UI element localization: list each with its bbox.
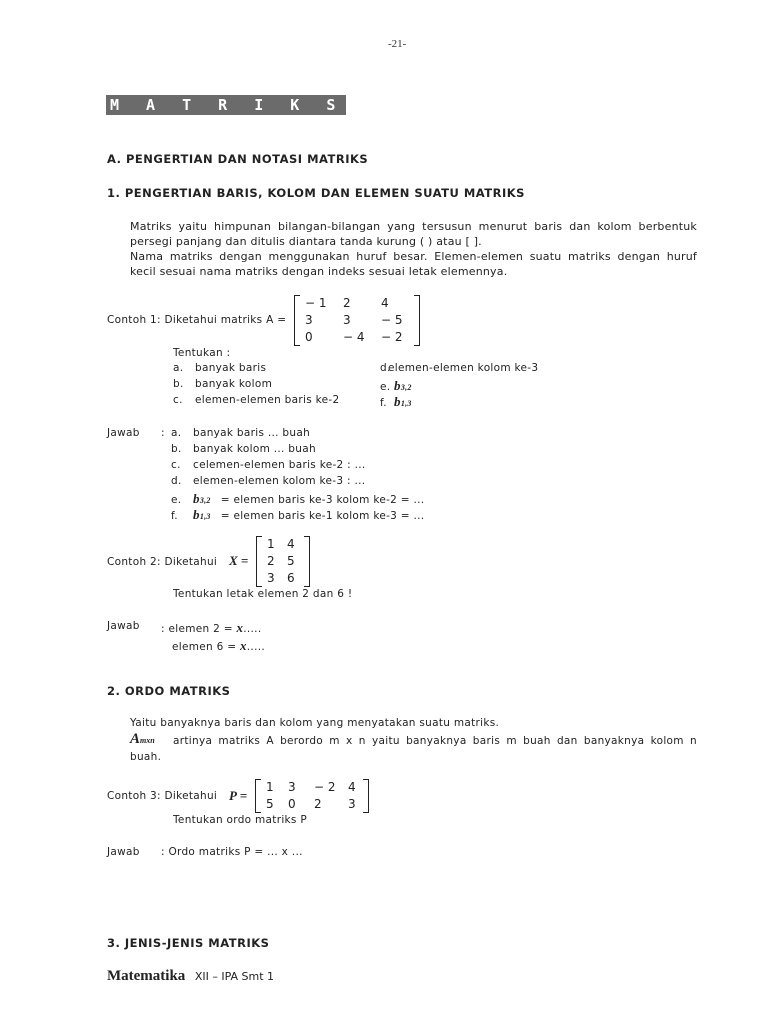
answer-item [171, 459, 366, 471]
matrix-cell: 3 [288, 780, 296, 794]
ordo-subscript: mxn [140, 736, 155, 745]
ordo-notation [130, 731, 155, 748]
matrix-cell: 3 [267, 571, 275, 585]
question-item [380, 362, 538, 374]
element-var: b [193, 507, 200, 522]
footer-subject: Matematika [107, 968, 186, 984]
ordo-explanation: artinya matriks A berordo m x n yaitu banyaknya baris m buah dan banyaknya kolom n [173, 735, 697, 747]
question-item [173, 362, 266, 374]
question-key: a. [173, 362, 184, 374]
answer-elemen-2-text: : elemen 2 = [161, 623, 233, 635]
question-key: f. [380, 397, 387, 409]
matrix-cell: 1 [267, 537, 275, 551]
matrix-cell: 3 [343, 313, 351, 327]
answer-elemen-6-var: x [239, 638, 247, 653]
section-a-heading: A. PENGERTIAN DAN NOTASI MATRIKS [107, 152, 369, 166]
example-3-question: Tentukan ordo matriks P [173, 814, 307, 826]
matrix-cell: 0 [305, 330, 313, 344]
jawab-1-colon: : [161, 427, 165, 439]
footer [107, 968, 274, 985]
question-text: banyak baris [195, 362, 267, 374]
answer-elemen-6-text: elemen 6 = [172, 641, 237, 653]
answer-text: banyak baris ... buah [193, 427, 311, 439]
element-var: b [394, 394, 401, 409]
jawab-2-label: Jawab [107, 620, 140, 632]
element-var: b [394, 378, 401, 393]
answer-elemen-2-blank: ..... [243, 623, 262, 635]
answer-elemen-6-blank: ..... [246, 641, 265, 653]
matrix-x [256, 536, 310, 587]
matrix-cell: 4 [348, 780, 356, 794]
matrix-cell: 1 [266, 780, 274, 794]
answer-elemen-2 [161, 620, 261, 636]
answer-text: = elemen baris ke-3 kolom ke-2 = ... [220, 494, 425, 506]
ordo-explanation-end: buah. [130, 751, 162, 763]
answer-text: = elemen baris ke-1 kolom ke-3 = ... [220, 510, 425, 522]
answer-text: banyak kolom ... buah [193, 443, 316, 455]
answer-key: f. [171, 510, 178, 522]
element-index: 1,3 [400, 399, 412, 408]
question-item [173, 394, 339, 406]
answer-item [171, 491, 424, 507]
chapter-title: M A T R I K S [106, 95, 346, 115]
answer-key: e. [171, 494, 182, 506]
question-key: b. [173, 378, 184, 390]
answer-key: c. [171, 459, 181, 471]
answer-item [171, 427, 310, 439]
matrix-a [294, 295, 420, 346]
matrix-cell: 5 [266, 797, 274, 811]
question-key: d. [380, 362, 391, 374]
question-item [173, 378, 272, 390]
matrix-cell: 2 [267, 554, 275, 568]
element-index: 1,3 [199, 512, 211, 521]
ordo-definition: Yaitu banyaknya baris dan kolom yang menyatakan suatu matriks. [130, 717, 500, 729]
matrix-cell: 3 [348, 797, 356, 811]
question-text: banyak kolom [195, 378, 273, 390]
notation-paragraph: Nama matriks dengan menggunakan huruf besar. Elemen-elemen suatu matriks dengan huruf kecil sesuai nama matriks dengan indeks sesuai letak elemennya. [130, 250, 697, 278]
tentukan-label: Tentukan : [173, 347, 231, 359]
jawab-1-label: Jawab [107, 427, 140, 439]
footer-class: XII – IPA Smt 1 [194, 970, 275, 983]
element-index: 3,2 [199, 496, 211, 505]
example-2-label: Contoh 2: Diketahui [107, 556, 218, 568]
matrix-cell: 4 [381, 296, 389, 310]
matrix-cell: − 1 [305, 296, 327, 310]
page-number: -21- [388, 38, 407, 50]
answer-item [171, 507, 424, 523]
answer-key: b. [171, 443, 182, 455]
question-item [380, 378, 412, 394]
matrix-cell: − 2 [381, 330, 403, 344]
question-key: e. [380, 381, 391, 393]
answer-item [171, 475, 365, 487]
matrix-cell: 2 [343, 296, 351, 310]
question-key: c. [173, 394, 183, 406]
matrix-cell: 4 [287, 537, 295, 551]
question-item [380, 394, 412, 410]
answer-item [171, 443, 316, 455]
matrix-cell: 6 [287, 571, 295, 585]
matrix-cell: − 4 [343, 330, 365, 344]
question-text: elemen-elemen baris ke-2 [195, 394, 340, 406]
example-1-label: Contoh 1: Diketahui matriks A = [107, 314, 287, 326]
jawab-3-answer: : Ordo matriks P = ... x ... [161, 846, 303, 858]
element-var: b [193, 491, 200, 506]
section-3-heading: 3. JENIS-JENIS MATRIKS [107, 936, 270, 950]
answer-text: elemen-elemen kolom ke-3 : ... [193, 475, 366, 487]
section-2-heading: 2. ORDO MATRIKS [107, 684, 231, 698]
matrix-cell: 3 [305, 313, 313, 327]
answer-elemen-6 [172, 638, 265, 654]
example-3-label: Contoh 3: Diketahui [107, 790, 218, 802]
matrix-cell: 5 [287, 554, 295, 568]
matrix-cell: 0 [288, 797, 296, 811]
example-2-question: Tentukan letak elemen 2 dan 6 ! [173, 588, 353, 600]
matrix-p-symbol: P = [229, 788, 248, 803]
jawab-3-label: Jawab [107, 846, 140, 858]
answer-text: celemen-elemen baris ke-2 : ... [193, 459, 366, 471]
ordo-matrix-var: A [130, 731, 141, 747]
matrix-cell: − 5 [381, 313, 403, 327]
question-text: elemen-elemen kolom ke-3 [388, 362, 539, 374]
element-index: 3,2 [400, 383, 412, 392]
matrix-x-symbol: X = [229, 553, 249, 568]
section-1-heading: 1. PENGERTIAN BARIS, KOLOM DAN ELEMEN SUATU MATRIKS [107, 186, 525, 200]
answer-key: a. [171, 427, 182, 439]
definition-paragraph: Matriks yaitu himpunan bilangan-bilangan yang tersusun menurut baris dan kolom berbentuk persegi panjang dan ditulis diantara tanda kurung ( ) atau [ ]. [130, 220, 697, 248]
answer-elemen-2-var: x [236, 620, 244, 635]
answer-key: d. [171, 475, 182, 487]
matrix-cell: 2 [314, 797, 322, 811]
matrix-cell: − 2 [314, 780, 336, 794]
matrix-p [255, 779, 369, 813]
